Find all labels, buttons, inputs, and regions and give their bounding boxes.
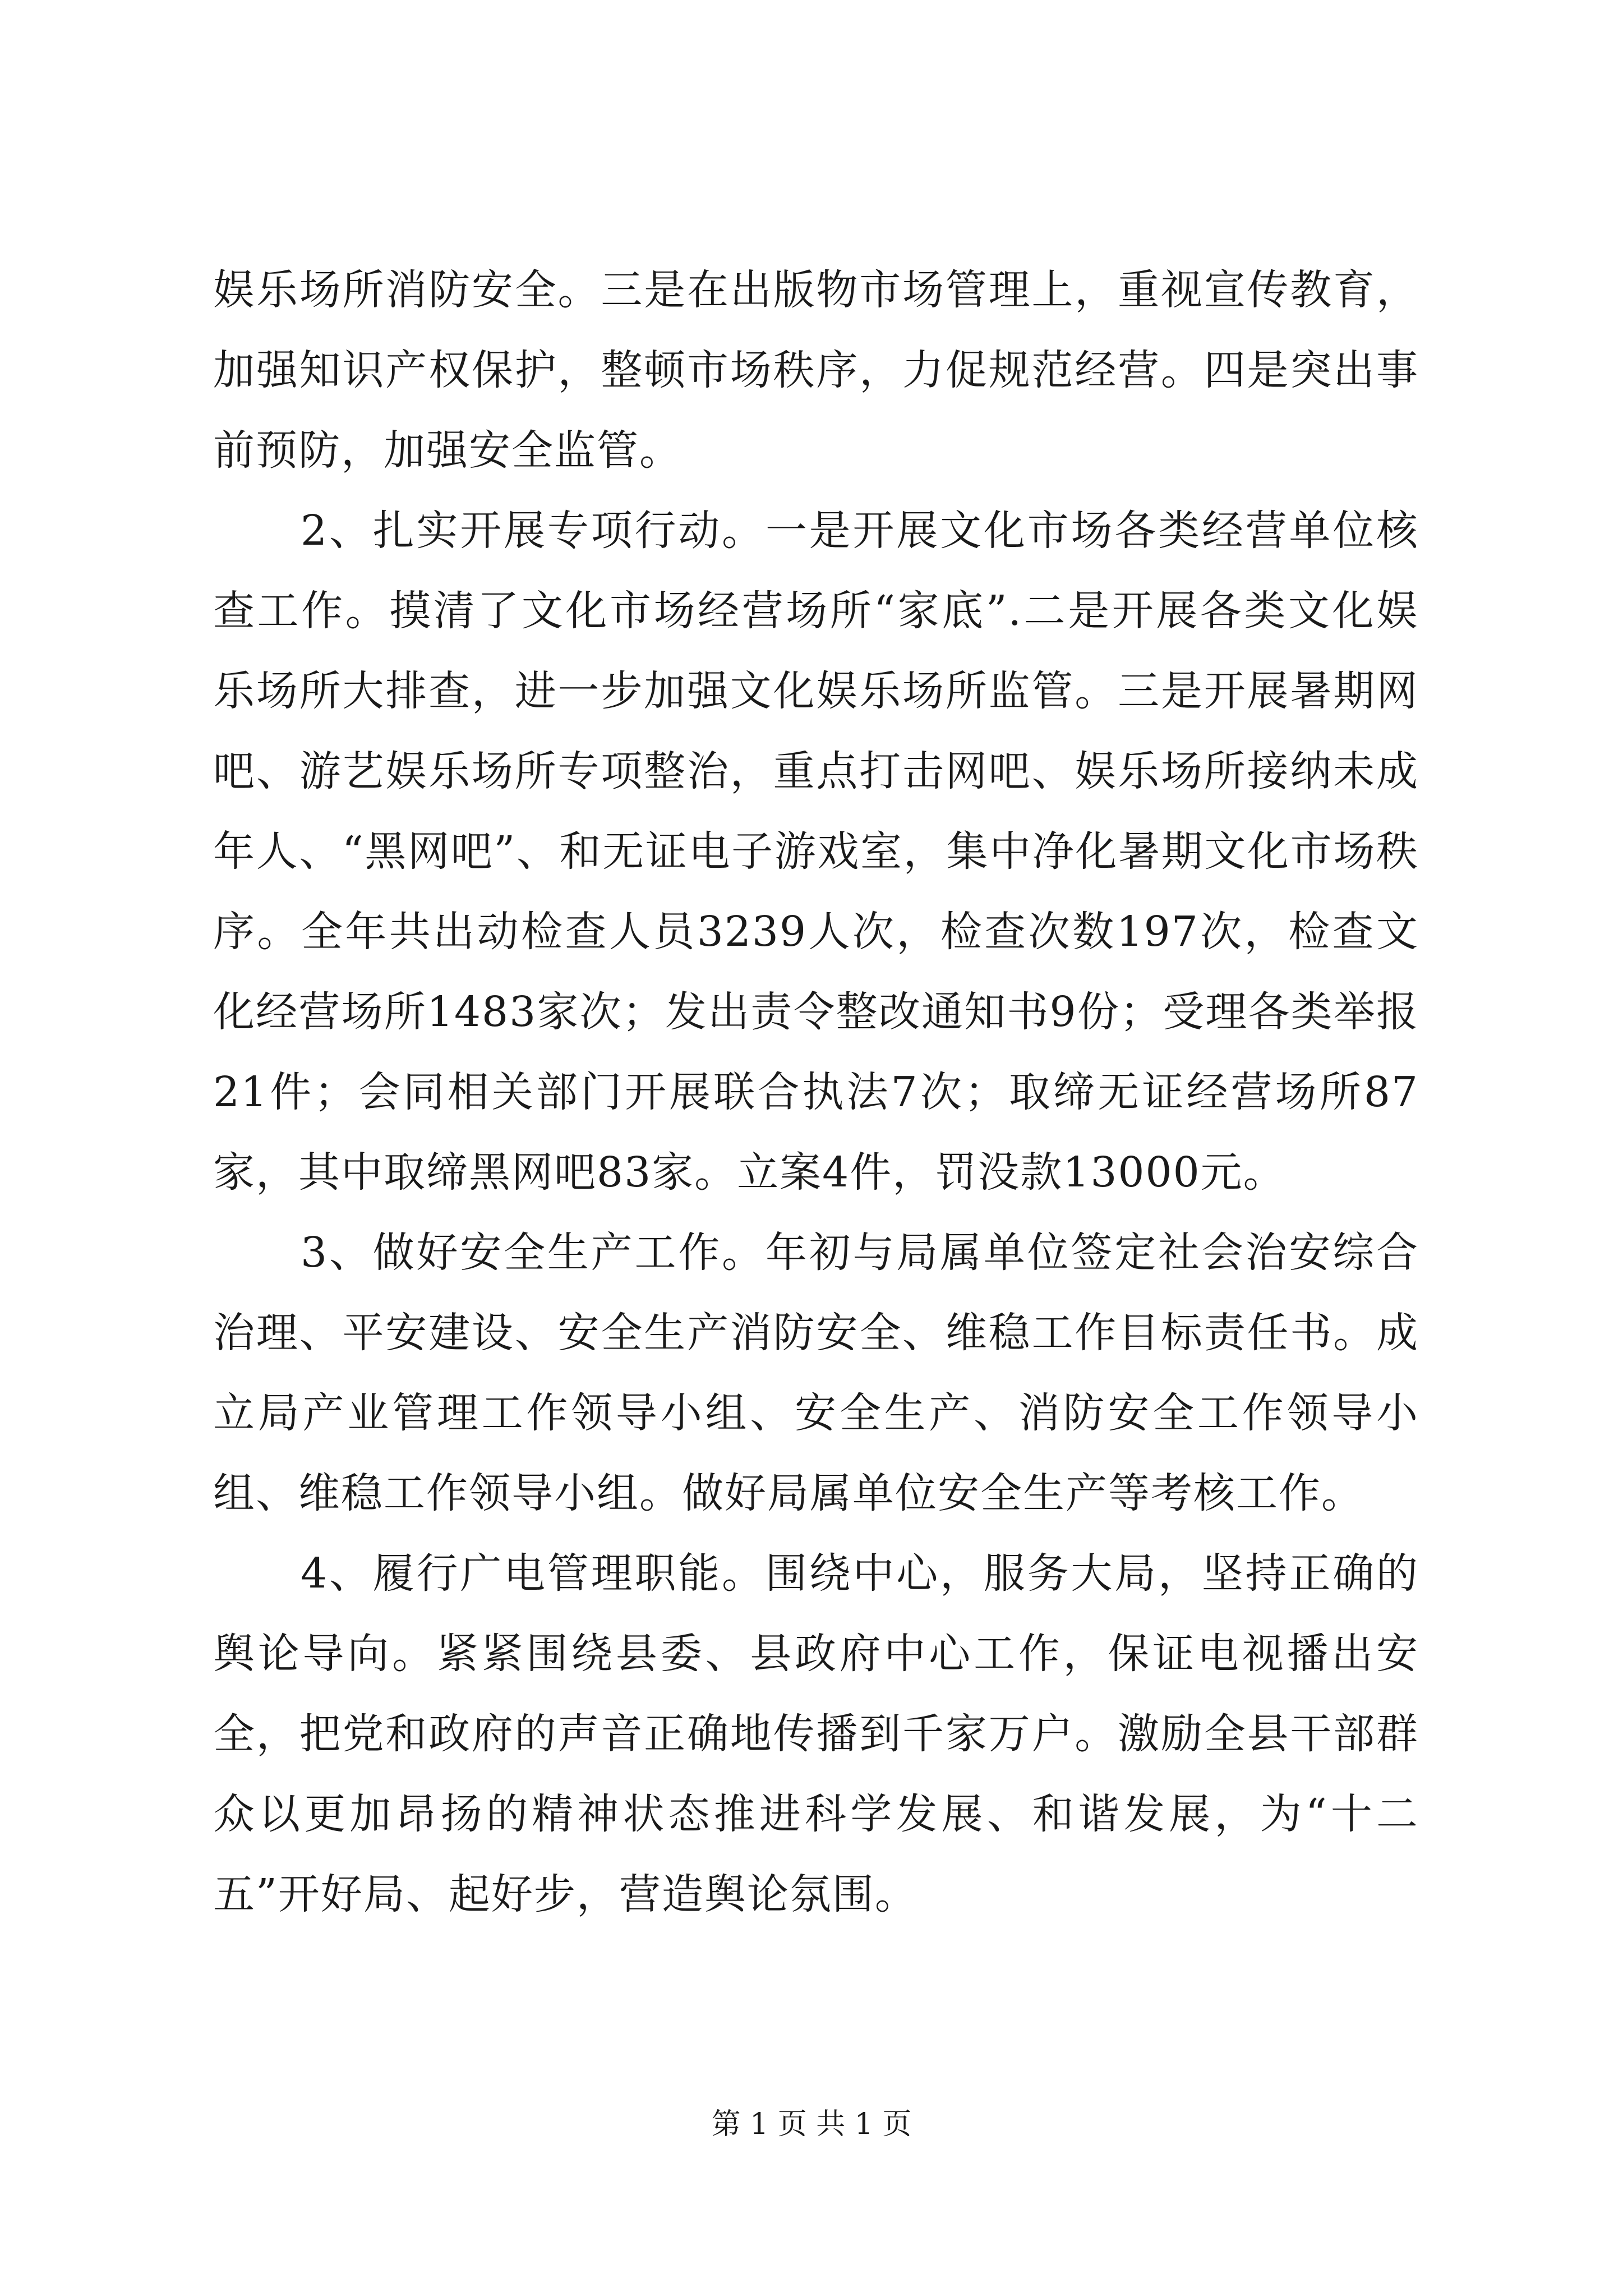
paragraph-safety-production: 3、做好安全生产工作。年初与局属单位签定社会治安综合治理、平安建设、安全生产消防安全、维稳工作目标责任书。成立局产业管理工作领导小组、安全生产、消防安全工作领导小组、维稳工作领导小组。做好局属单位安全生产等考核工作。 bbox=[213, 1228, 1419, 1517]
document-body bbox=[213, 250, 1419, 1935]
paragraph-broadcast-management: 4、履行广电管理职能。围绕中心，服务大局，坚持正确的舆论导向。紧紧围绕县委、县政府中心工作，保证电视播出安全，把党和政府的声音正确地传播到千家万户。激励全县干部群众以更加昂扬的精神状态推进科学发展、和谐发展，为“十二五”开好局、起好步，营造舆论氛围。 bbox=[213, 1549, 1419, 1918]
paragraph-special-actions: 2、扎实开展专项行动。一是开展文化市场各类经营单位核查工作。摸清了文化市场经营场所“家底”.二是开展各类文化娱乐场所大排查，进一步加强文化娱乐场所监管。三是开展暑期网吧、游艺娱乐场所专项整治，重点打击网吧、娱乐场所接纳未成年人、“黑网吧”、和无证电子游戏室，集中净化暑期文化市场秩序。全年共出动检查人员3239人次，检查次数197次，检查文化经营场所1483家次；发出责令整改通知书9份；受理各类举报21件；会同相关部门开展联合执法7次；取缔无证经营场所87家，其中取缔黑网吧83家。立案4件，罚没款13000元。 bbox=[213, 507, 1419, 1197]
page-number-footer: 第 1 页 共 1 页 bbox=[711, 2108, 912, 2141]
paragraph-continuation: 娱乐场所消防安全。三是在出版物市场管理上，重视宣传教育，加强知识产权保护，整顿市场秩序，力促规范经营。四是突出事前预防，加强安全监管。 bbox=[213, 266, 1419, 475]
